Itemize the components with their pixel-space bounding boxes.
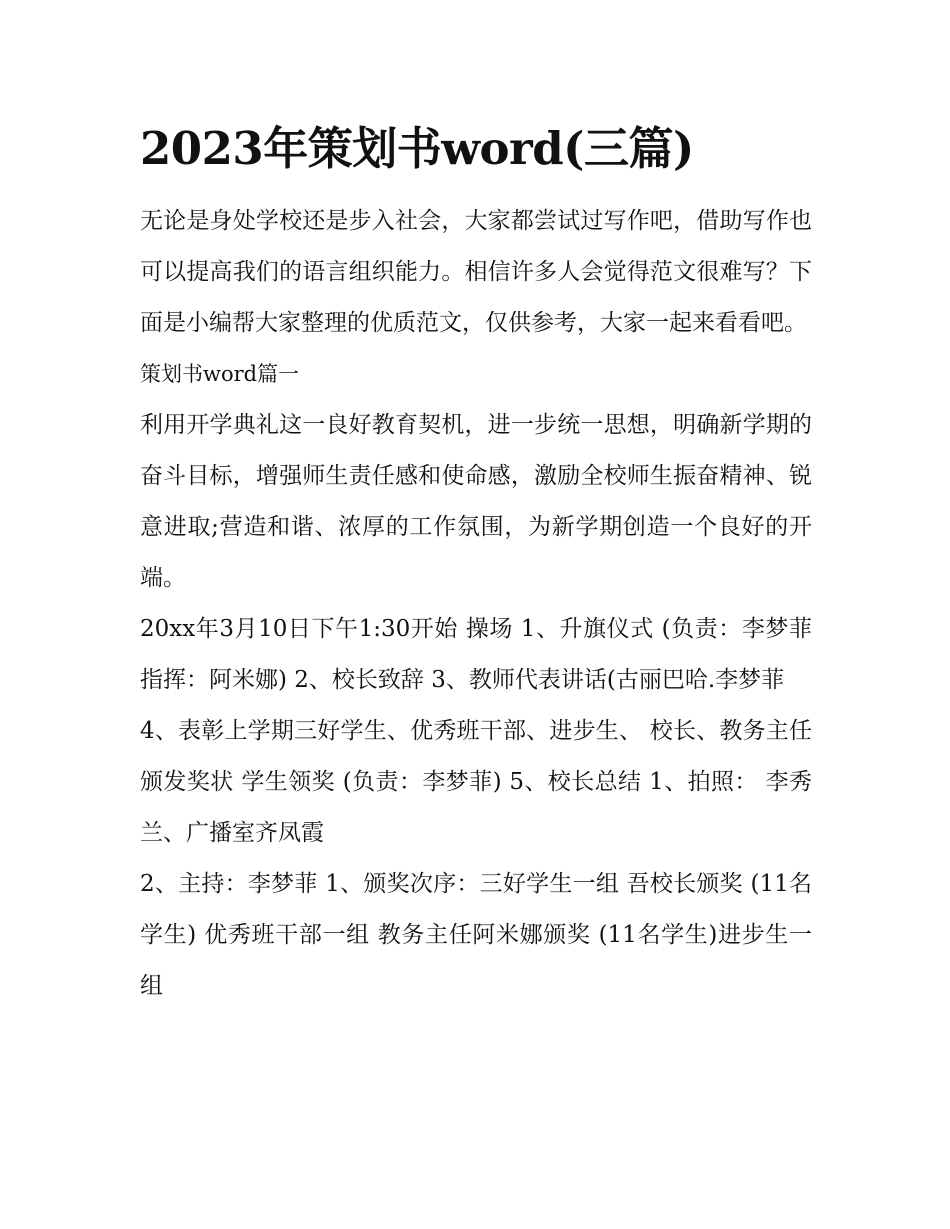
body-paragraph-1: 利用开学典礼这一良好教育契机，进一步统一思想，明确新学期的奋斗目标，增强师生责任感和使命感，激励全校师生振奋精神、锐意进取;营造和谐、浓厚的工作氛围，为新学期创造一个良好的开端。 — [140, 412, 812, 591]
body-paragraph-2: 20xx年3月10日下午1:30开始 操场 1、升旗仪式 (负责：李梦菲 指挥：阿米娜) 2、校长致辞 3、教师代表讲话(古丽巴哈.李梦菲 — [140, 616, 812, 693]
intro-paragraph: 无论是身处学校还是步入社会，大家都尝试过写作吧，借助写作也可以提高我们的语言组织能力。相信许多人会觉得范文很难写？下面是小编帮大家整理的优质范文，仅供参考，大家一起来看看吧。 — [140, 208, 812, 336]
document-title: 2023年策划书word(三篇) — [140, 122, 694, 175]
document-page — [140, 118, 812, 1012]
body-paragraph-3: 4、表彰上学期三好学生、优秀班干部、进步生、 校长、教务主任颁发奖状 学生领奖 (负责：李梦菲) 5、校长总结 1、拍照： 李秀兰、广播室齐凤霞 — [140, 718, 812, 846]
body-paragraph-4: 2、主持：李梦菲 1、颁奖次序：三好学生一组 吾校长颁奖 (11名学生) 优秀班干部一组 教务主任阿米娜颁奖 (11名学生)进步生一组 — [140, 871, 812, 999]
section-heading: 策划书word篇一 — [140, 362, 300, 386]
